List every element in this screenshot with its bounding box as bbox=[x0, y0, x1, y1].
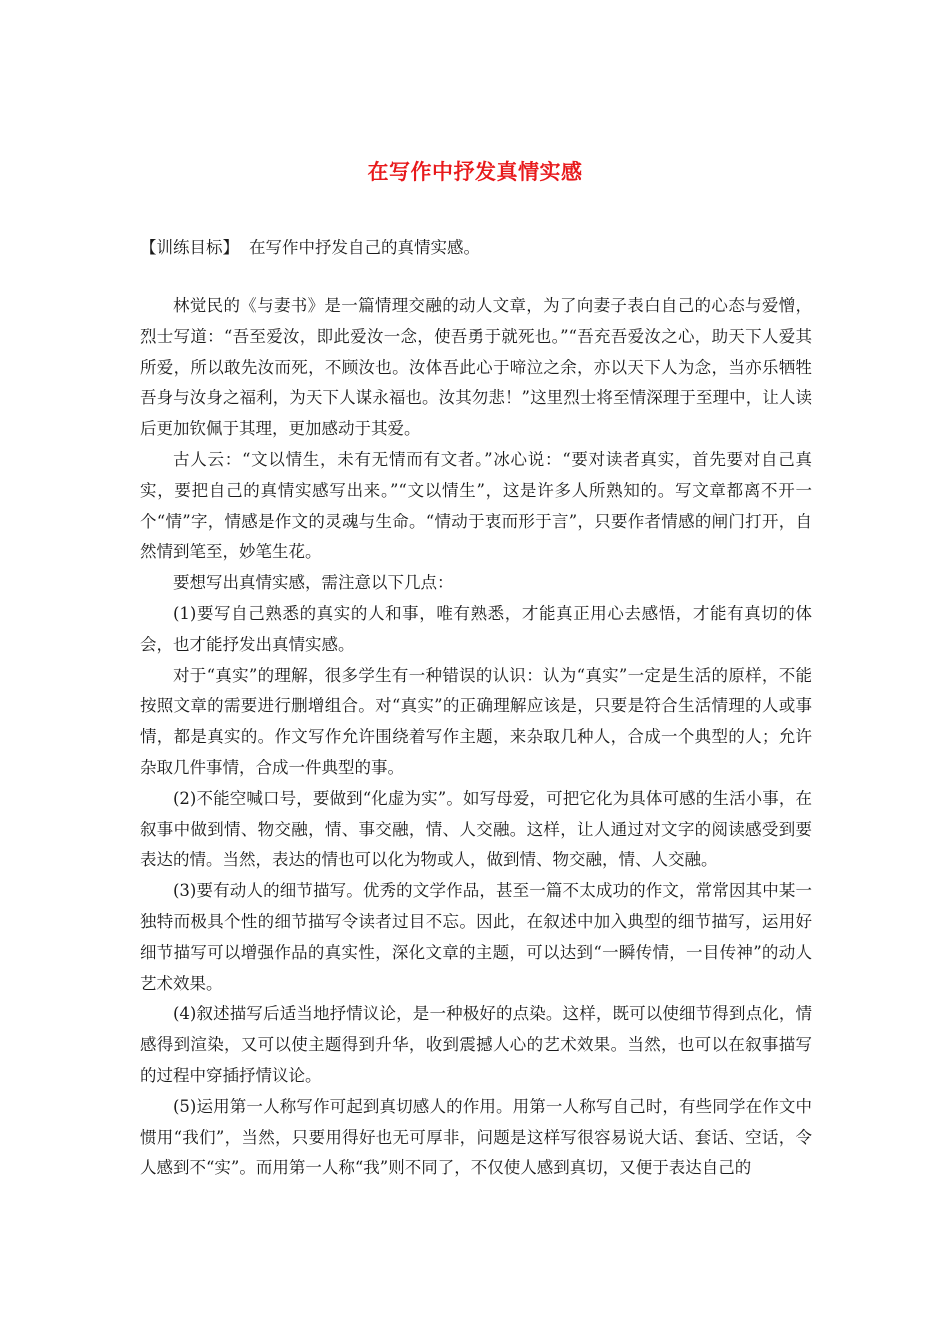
goal-label: 【训练目标】 bbox=[140, 238, 239, 257]
training-goal bbox=[140, 233, 820, 263]
paragraph-1: 林觉民的《与妻书》是一篇情理交融的动人文章，为了向妻子表白自己的心态与爱憎，烈士写道：“吾至爱汝，即此爱汝一念，使吾勇于就死也。”“吾充吾爱汝之心，助天下人爱其所爱，所以敢先汝而死，不顾汝也。汝体吾此心于啼泣之余，亦以天下人为念，当亦乐牺牲吾身与汝身之福利，为天下人谋永福也。汝其勿悲！”这里烈士将至情深理于至理中，让人读后更加钦佩于其理，更加感动于其爱。 bbox=[140, 296, 812, 439]
document-body bbox=[140, 291, 812, 1184]
paragraph-3: 要想写出真情实感，需注意以下几点： bbox=[173, 573, 454, 593]
paragraph-9: (5)运用第一人称写作可起到真切感人的作用。用第一人称写自己时，有些同学在作文中惯用“我们”，当然，只要用得好也无可厚非，问题是这样写很容易说大话、套话、空话，令人感到不“实”。而用第一人称“我”则不同了，不仅使人感到真切，又便于表达自己的 bbox=[140, 1096, 812, 1178]
paragraph-4: (1)要写自己熟悉的真实的人和事，唯有熟悉，才能真正用心去感悟，才能有真切的体会，也才能抒发出真情实感。 bbox=[140, 603, 812, 654]
goal-text: 在写作中抒发自己的真情实感。 bbox=[249, 238, 480, 257]
paragraph-8: (4)叙述描写后适当地抒情议论，是一种极好的点染。这样，既可以使细节得到点化，情感得到渲染，又可以使主题得到升华，收到震撼人心的艺术效果。当然，也可以在叙事描写的过程中穿插抒情议论。 bbox=[140, 1004, 812, 1085]
document-title: 在写作中抒发真情实感 bbox=[367, 160, 583, 184]
paragraph-5: 对于“真实”的理解，很多学生有一种错误的认识：认为“真实”一定是生活的原样，不能按照文章的需要进行删增组合。对“真实”的正确理解应该是，只要是符合生活情理的人或事情，都是真实的。作文写作允许围绕着写作主题，来杂取几种人，合成一个典型的人；允许杂取几件事情，合成一件典型的事。 bbox=[140, 665, 812, 777]
paragraph-7: (3)要有动人的细节描写。优秀的文学作品，甚至一篇不太成功的作文，常常因其中某一独特而极具个性的细节描写令读者过目不忘。因此，在叙述中加入典型的细节描写，运用好细节描写可以增强作品的真实性，深化文章的主题，可以达到“一瞬传情，一目传神”的动人艺术效果。 bbox=[140, 881, 812, 993]
paragraph-2: 古人云：“文以情生，未有无情而有文者。”冰心说：“要对读者真实，首先要对自己真实，要把自己的真情实感写出来。”“文以情生”，这是许多人所熟知的。写文章都离不开一个“情”字，情感是作文的灵魂与生命。“情动于衷而形于言”，只要作者情感的闸门打开，自然情到笔至，妙笔生花。 bbox=[140, 449, 812, 562]
paragraph-6: (2)不能空喊口号，要做到“化虚为实”。如写母爱，可把它化为具体可感的生活小事，在叙事中做到情、物交融，情、事交融，情、人交融。这样，让人通过对文字的阅读感受到要表达的情。当然，表达的情也可以化为物或人，做到情、物交融，情、人交融。 bbox=[140, 788, 812, 870]
